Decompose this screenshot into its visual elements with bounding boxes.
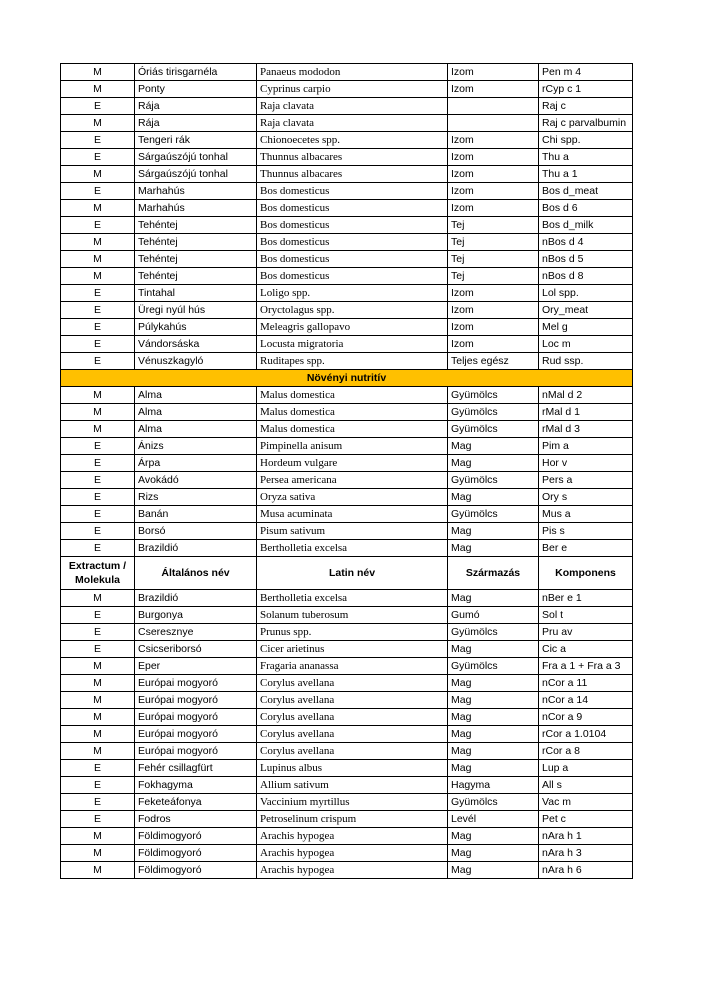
origin-cell: Izom: [448, 132, 539, 149]
common-name-cell: Ponty: [135, 81, 257, 98]
origin-cell: Mag: [448, 743, 539, 760]
table-row: [61, 217, 633, 234]
latin-name-cell: Prunus spp.: [257, 624, 448, 641]
type-cell: E: [61, 811, 135, 828]
common-name-cell: Alma: [135, 387, 257, 404]
origin-cell: Mag: [448, 675, 539, 692]
component-cell: rMal d 1: [539, 404, 633, 421]
common-name-cell: Eper: [135, 658, 257, 675]
component-cell: nCor a 14: [539, 692, 633, 709]
table-row: [61, 115, 633, 132]
table-row: [61, 166, 633, 183]
type-cell: E: [61, 285, 135, 302]
common-name-cell: Tehéntej: [135, 251, 257, 268]
component-cell: nAra h 1: [539, 828, 633, 845]
type-cell: M: [61, 658, 135, 675]
common-name-cell: Avokádó: [135, 472, 257, 489]
table-row: [61, 794, 633, 811]
table-row: [61, 64, 633, 81]
component-cell: rCyp c 1: [539, 81, 633, 98]
type-cell: E: [61, 183, 135, 200]
type-cell: M: [61, 692, 135, 709]
table-row: [61, 336, 633, 353]
component-cell: Mus a: [539, 506, 633, 523]
table-row: [61, 658, 633, 675]
common-name-cell: Tehéntej: [135, 234, 257, 251]
common-name-cell: Európai mogyoró: [135, 675, 257, 692]
component-cell: Ory_meat: [539, 302, 633, 319]
component-cell: Raj c parvalbumin: [539, 115, 633, 132]
common-name-cell: Rája: [135, 115, 257, 132]
origin-cell: Izom: [448, 183, 539, 200]
table-row: [61, 472, 633, 489]
latin-name-cell: Arachis hypogea: [257, 828, 448, 845]
table-row: [61, 590, 633, 607]
type-cell: M: [61, 166, 135, 183]
latin-name-cell: Arachis hypogea: [257, 862, 448, 879]
common-name-cell: Ánizs: [135, 438, 257, 455]
table-row: [61, 421, 633, 438]
table-body-plant-2: [61, 590, 633, 879]
type-cell: M: [61, 726, 135, 743]
origin-cell: Mag: [448, 828, 539, 845]
type-cell: E: [61, 98, 135, 115]
origin-cell: Mag: [448, 845, 539, 862]
origin-cell: Gyümölcs: [448, 472, 539, 489]
table-row: [61, 268, 633, 285]
origin-cell: Gyümölcs: [448, 658, 539, 675]
common-name-cell: Tehéntej: [135, 268, 257, 285]
type-cell: E: [61, 540, 135, 557]
section-row: [61, 370, 633, 387]
component-cell: Lol spp.: [539, 285, 633, 302]
type-cell: M: [61, 743, 135, 760]
component-cell: nBos d 8: [539, 268, 633, 285]
latin-name-cell: Allium sativum: [257, 777, 448, 794]
component-cell: rCor a 8: [539, 743, 633, 760]
header-type-line2: Molekula: [75, 574, 120, 586]
table-row: [61, 743, 633, 760]
common-name-cell: Burgonya: [135, 607, 257, 624]
table-row: [61, 81, 633, 98]
common-name-cell: Sárgaúszójú tonhal: [135, 166, 257, 183]
type-cell: M: [61, 862, 135, 879]
latin-name-cell: Pisum sativum: [257, 523, 448, 540]
component-cell: Thu a: [539, 149, 633, 166]
latin-name-cell: Oryctolagus spp.: [257, 302, 448, 319]
component-cell: Sol t: [539, 607, 633, 624]
latin-name-cell: Thunnus albacares: [257, 166, 448, 183]
common-name-cell: Európai mogyoró: [135, 726, 257, 743]
section-row-group: [61, 370, 633, 387]
table-row: [61, 98, 633, 115]
common-name-cell: Csicseriborsó: [135, 641, 257, 658]
table-row: [61, 353, 633, 370]
origin-cell: Izom: [448, 64, 539, 81]
latin-name-cell: Bos domesticus: [257, 234, 448, 251]
component-cell: rCor a 1.0104: [539, 726, 633, 743]
component-cell: Chi spp.: [539, 132, 633, 149]
common-name-cell: Árpa: [135, 455, 257, 472]
component-cell: rMal d 3: [539, 421, 633, 438]
type-cell: E: [61, 438, 135, 455]
table-row: [61, 251, 633, 268]
origin-cell: Gyümölcs: [448, 624, 539, 641]
table-row: [61, 709, 633, 726]
header-type-line1: Extractum /: [68, 560, 127, 572]
latin-name-cell: Panaeus mododon: [257, 64, 448, 81]
latin-name-cell: Corylus avellana: [257, 726, 448, 743]
latin-name-cell: Bos domesticus: [257, 268, 448, 285]
common-name-cell: Cseresznye: [135, 624, 257, 641]
common-name-cell: Alma: [135, 421, 257, 438]
origin-cell: Izom: [448, 319, 539, 336]
type-cell: E: [61, 132, 135, 149]
origin-cell: [448, 115, 539, 132]
type-cell: M: [61, 404, 135, 421]
component-cell: Cic a: [539, 641, 633, 658]
component-cell: Pet c: [539, 811, 633, 828]
origin-cell: Mag: [448, 862, 539, 879]
latin-name-cell: Chionoecetes spp.: [257, 132, 448, 149]
type-cell: E: [61, 336, 135, 353]
table-row: [61, 489, 633, 506]
latin-name-cell: Corylus avellana: [257, 709, 448, 726]
type-cell: E: [61, 149, 135, 166]
origin-cell: Izom: [448, 200, 539, 217]
component-cell: Raj c: [539, 98, 633, 115]
origin-cell: Tej: [448, 217, 539, 234]
latin-name-cell: Thunnus albacares: [257, 149, 448, 166]
latin-name-cell: Raja clavata: [257, 98, 448, 115]
origin-cell: Gyümölcs: [448, 404, 539, 421]
common-name-cell: Üregi nyúl hús: [135, 302, 257, 319]
table-row: [61, 149, 633, 166]
type-cell: M: [61, 81, 135, 98]
table-row: [61, 387, 633, 404]
latin-name-cell: Fragaria ananassa: [257, 658, 448, 675]
common-name-cell: Borsó: [135, 523, 257, 540]
common-name-cell: Tintahal: [135, 285, 257, 302]
component-cell: nAra h 6: [539, 862, 633, 879]
type-cell: M: [61, 828, 135, 845]
latin-name-cell: Corylus avellana: [257, 743, 448, 760]
common-name-cell: Brazildió: [135, 590, 257, 607]
origin-cell: Gyümölcs: [448, 421, 539, 438]
common-name-cell: Európai mogyoró: [135, 709, 257, 726]
origin-cell: Izom: [448, 336, 539, 353]
type-cell: M: [61, 234, 135, 251]
header-cell-latin-name: Latin név: [257, 557, 448, 590]
type-cell: E: [61, 641, 135, 658]
origin-cell: Teljes egész: [448, 353, 539, 370]
common-name-cell: Európai mogyoró: [135, 692, 257, 709]
latin-name-cell: Cyprinus carpio: [257, 81, 448, 98]
type-cell: M: [61, 709, 135, 726]
component-cell: nBos d 5: [539, 251, 633, 268]
origin-cell: Izom: [448, 149, 539, 166]
component-cell: Bos d_milk: [539, 217, 633, 234]
allergen-table: [60, 63, 633, 879]
latin-name-cell: Oryza sativa: [257, 489, 448, 506]
origin-cell: Mag: [448, 590, 539, 607]
common-name-cell: Vándorsáska: [135, 336, 257, 353]
type-cell: E: [61, 319, 135, 336]
component-cell: Vac m: [539, 794, 633, 811]
common-name-cell: Fokhagyma: [135, 777, 257, 794]
component-cell: Mel g: [539, 319, 633, 336]
table-row: [61, 675, 633, 692]
component-cell: nAra h 3: [539, 845, 633, 862]
component-cell: Pru av: [539, 624, 633, 641]
table-row: [61, 760, 633, 777]
component-cell: nCor a 9: [539, 709, 633, 726]
origin-cell: Mag: [448, 760, 539, 777]
component-cell: nMal d 2: [539, 387, 633, 404]
latin-name-cell: Cicer arietinus: [257, 641, 448, 658]
component-cell: Pim a: [539, 438, 633, 455]
component-cell: Fra a 1 + Fra a 3: [539, 658, 633, 675]
type-cell: E: [61, 523, 135, 540]
common-name-cell: Rája: [135, 98, 257, 115]
origin-cell: Mag: [448, 726, 539, 743]
common-name-cell: Fehér csillagfürt: [135, 760, 257, 777]
common-name-cell: Földimogyoró: [135, 828, 257, 845]
latin-name-cell: Bos domesticus: [257, 183, 448, 200]
type-cell: M: [61, 268, 135, 285]
origin-cell: Izom: [448, 81, 539, 98]
type-cell: E: [61, 217, 135, 234]
latin-name-cell: Bertholletia excelsa: [257, 590, 448, 607]
table-row: [61, 607, 633, 624]
latin-name-cell: Locusta migratoria: [257, 336, 448, 353]
origin-cell: Mag: [448, 709, 539, 726]
table-row: [61, 624, 633, 641]
table-row: [61, 234, 633, 251]
table-row: [61, 438, 633, 455]
type-cell: E: [61, 472, 135, 489]
common-name-cell: Marhahús: [135, 183, 257, 200]
common-name-cell: Tehéntej: [135, 217, 257, 234]
section-title: Növényi nutritív: [61, 370, 633, 387]
table-body-animal: [61, 64, 633, 370]
table-row: [61, 845, 633, 862]
common-name-cell: Banán: [135, 506, 257, 523]
table-row: [61, 285, 633, 302]
component-cell: Pen m 4: [539, 64, 633, 81]
common-name-cell: Óriás tirisgarnéla: [135, 64, 257, 81]
origin-cell: Mag: [448, 489, 539, 506]
header-cell-type: [61, 557, 135, 590]
table-row: [61, 828, 633, 845]
type-cell: E: [61, 506, 135, 523]
latin-name-cell: Hordeum vulgare: [257, 455, 448, 472]
latin-name-cell: Malus domestica: [257, 387, 448, 404]
latin-name-cell: Bos domesticus: [257, 200, 448, 217]
type-cell: M: [61, 387, 135, 404]
type-cell: M: [61, 845, 135, 862]
type-cell: E: [61, 607, 135, 624]
latin-name-cell: Malus domestica: [257, 404, 448, 421]
table-row: [61, 455, 633, 472]
origin-cell: Gyümölcs: [448, 794, 539, 811]
origin-cell: Gyümölcs: [448, 387, 539, 404]
origin-cell: Levél: [448, 811, 539, 828]
table-row: [61, 404, 633, 421]
common-name-cell: Rizs: [135, 489, 257, 506]
common-name-cell: Marhahús: [135, 200, 257, 217]
component-cell: Thu a 1: [539, 166, 633, 183]
latin-name-cell: Solanum tuberosum: [257, 607, 448, 624]
table-row: [61, 811, 633, 828]
table-row: [61, 319, 633, 336]
origin-cell: Izom: [448, 166, 539, 183]
type-cell: E: [61, 489, 135, 506]
latin-name-cell: Bos domesticus: [257, 217, 448, 234]
common-name-cell: Vénuszkagyló: [135, 353, 257, 370]
origin-cell: [448, 98, 539, 115]
table-row: [61, 506, 633, 523]
type-cell: M: [61, 200, 135, 217]
origin-cell: Mag: [448, 540, 539, 557]
table-row: [61, 862, 633, 879]
latin-name-cell: Persea americana: [257, 472, 448, 489]
table-row: [61, 302, 633, 319]
type-cell: M: [61, 590, 135, 607]
type-cell: M: [61, 675, 135, 692]
type-cell: M: [61, 251, 135, 268]
component-cell: Loc m: [539, 336, 633, 353]
common-name-cell: Brazildió: [135, 540, 257, 557]
common-name-cell: Európai mogyoró: [135, 743, 257, 760]
latin-name-cell: Bertholletia excelsa: [257, 540, 448, 557]
common-name-cell: Feketeáfonya: [135, 794, 257, 811]
table-row: [61, 641, 633, 658]
latin-name-cell: Vaccinium myrtillus: [257, 794, 448, 811]
table-row: [61, 200, 633, 217]
origin-cell: Tej: [448, 234, 539, 251]
component-cell: nCor a 11: [539, 675, 633, 692]
table-row: [61, 726, 633, 743]
component-cell: Pis s: [539, 523, 633, 540]
latin-name-cell: Corylus avellana: [257, 675, 448, 692]
origin-cell: Mag: [448, 455, 539, 472]
latin-name-cell: Meleagris gallopavo: [257, 319, 448, 336]
origin-cell: Gyümölcs: [448, 506, 539, 523]
header-cell-component: Komponens: [539, 557, 633, 590]
type-cell: E: [61, 302, 135, 319]
latin-name-cell: Raja clavata: [257, 115, 448, 132]
table-row: [61, 183, 633, 200]
common-name-cell: Púlykahús: [135, 319, 257, 336]
component-cell: Ory s: [539, 489, 633, 506]
table-row: [61, 692, 633, 709]
header-row: [61, 557, 633, 590]
table-row: [61, 540, 633, 557]
type-cell: E: [61, 353, 135, 370]
table-row: [61, 777, 633, 794]
origin-cell: Izom: [448, 285, 539, 302]
latin-name-cell: Petroselinum crispum: [257, 811, 448, 828]
common-name-cell: Fodros: [135, 811, 257, 828]
origin-cell: Hagyma: [448, 777, 539, 794]
component-cell: Bos d_meat: [539, 183, 633, 200]
latin-name-cell: Malus domestica: [257, 421, 448, 438]
type-cell: M: [61, 115, 135, 132]
origin-cell: Mag: [448, 641, 539, 658]
latin-name-cell: Loligo spp.: [257, 285, 448, 302]
origin-cell: Izom: [448, 302, 539, 319]
origin-cell: Tej: [448, 268, 539, 285]
origin-cell: Mag: [448, 692, 539, 709]
component-cell: Hor v: [539, 455, 633, 472]
component-cell: Pers a: [539, 472, 633, 489]
common-name-cell: Földimogyoró: [135, 845, 257, 862]
origin-cell: Tej: [448, 251, 539, 268]
latin-name-cell: Pimpinella anisum: [257, 438, 448, 455]
type-cell: E: [61, 455, 135, 472]
type-cell: M: [61, 64, 135, 81]
component-cell: Ber e: [539, 540, 633, 557]
latin-name-cell: Musa acuminata: [257, 506, 448, 523]
header-cell-origin: Származás: [448, 557, 539, 590]
common-name-cell: Földimogyoró: [135, 862, 257, 879]
component-cell: Rud ssp.: [539, 353, 633, 370]
table-row: [61, 132, 633, 149]
header-cell-common-name: Általános név: [135, 557, 257, 590]
latin-name-cell: Corylus avellana: [257, 692, 448, 709]
type-cell: E: [61, 794, 135, 811]
type-cell: E: [61, 760, 135, 777]
origin-cell: Mag: [448, 523, 539, 540]
type-cell: E: [61, 624, 135, 641]
component-cell: nBer e 1: [539, 590, 633, 607]
latin-name-cell: Bos domesticus: [257, 251, 448, 268]
type-cell: M: [61, 421, 135, 438]
common-name-cell: Tengeri rák: [135, 132, 257, 149]
origin-cell: Gumó: [448, 607, 539, 624]
table-body-plant-1: [61, 387, 633, 557]
table-row: [61, 523, 633, 540]
common-name-cell: Alma: [135, 404, 257, 421]
component-cell: All s: [539, 777, 633, 794]
component-cell: Lup a: [539, 760, 633, 777]
header-row-group: [61, 557, 633, 590]
origin-cell: Mag: [448, 438, 539, 455]
latin-name-cell: Arachis hypogea: [257, 845, 448, 862]
component-cell: nBos d 4: [539, 234, 633, 251]
component-cell: Bos d 6: [539, 200, 633, 217]
latin-name-cell: Lupinus albus: [257, 760, 448, 777]
type-cell: E: [61, 777, 135, 794]
latin-name-cell: Ruditapes spp.: [257, 353, 448, 370]
common-name-cell: Sárgaúszójú tonhal: [135, 149, 257, 166]
